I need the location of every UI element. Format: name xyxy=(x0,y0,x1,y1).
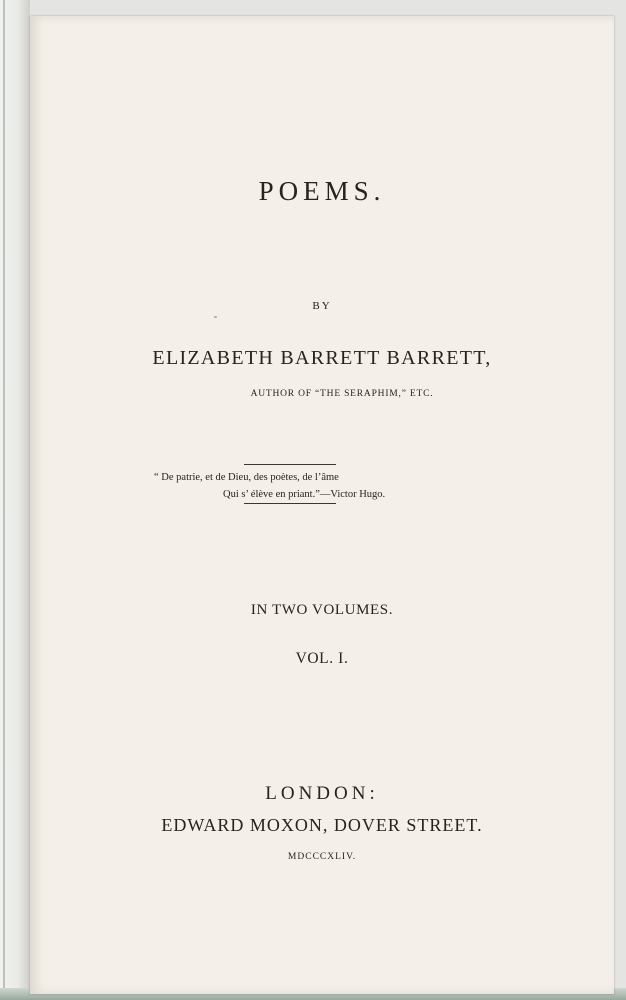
volume-count: IN TWO VOLUMES. xyxy=(250,602,394,618)
book-title: POEMS. xyxy=(258,176,386,206)
title-page xyxy=(30,16,614,994)
author-name: ELIZABETH BARRETT BARRETT, xyxy=(152,347,492,369)
epigraph-rule-bottom xyxy=(244,503,336,504)
imprint-year: MDCCCXLIV. xyxy=(287,852,357,862)
epigraph-rule-top xyxy=(244,464,336,465)
author-credit: AUTHOR OF “THE SERAPHIM,” ETC. xyxy=(250,389,434,399)
epigraph xyxy=(154,469,385,503)
paper-speck xyxy=(214,316,217,318)
imprint-city: LONDON: xyxy=(265,783,379,804)
volume-number: VOL. I. xyxy=(295,650,349,667)
epigraph-line-2: Qui s’ élève en priant.”—Victor Hugo. xyxy=(223,489,386,500)
book-cover-edge xyxy=(0,0,30,1000)
by-line: BY xyxy=(312,300,332,312)
imprint-publisher: EDWARD MOXON, DOVER STREET. xyxy=(161,815,483,835)
epigraph-line-1: “ De patrie, et de Dieu, des poètes, de l’âme xyxy=(154,472,339,483)
